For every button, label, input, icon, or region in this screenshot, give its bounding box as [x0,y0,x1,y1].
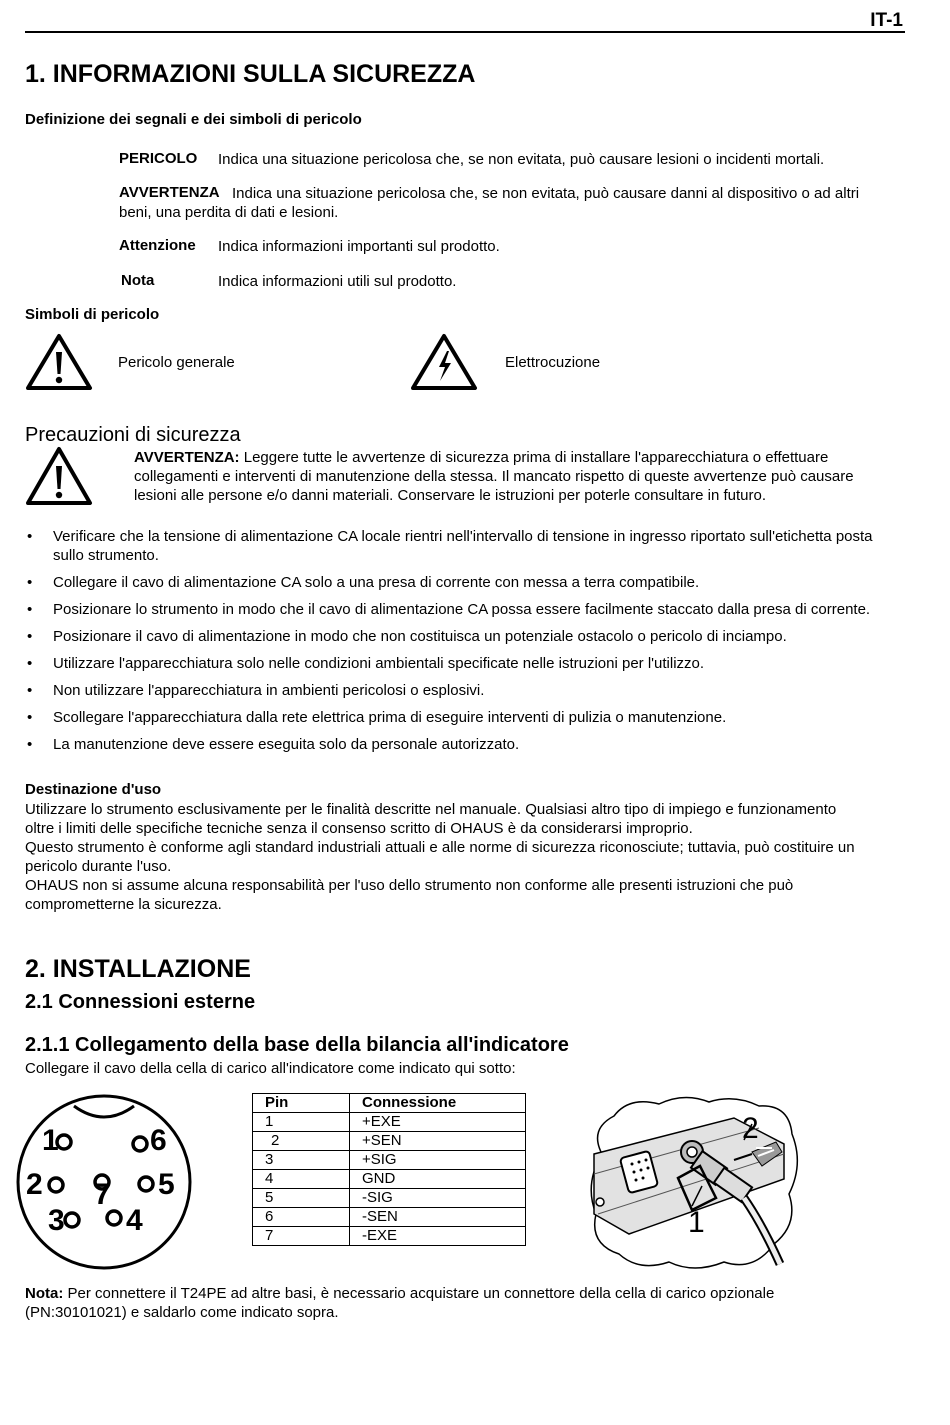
table-cell-connection: GND [350,1170,526,1189]
intended-use-line: pericolo durante l'uso. [25,858,172,875]
intended-use-text [25,800,925,914]
table-row [253,1189,526,1208]
connector-pin-label: 4 [126,1204,143,1237]
connector-pin-label: 3 [48,1204,65,1237]
table-header-pin: Pin [253,1094,350,1113]
definition-text-pericolo: Indica una situazione pericolosa che, se non evitata, può causare lesioni o incidenti mortali. [218,151,825,168]
table-cell-pin: 7 [253,1227,350,1246]
definition-text-avvertenza-cont: beni, una perdita di dati e lesioni. [119,204,339,221]
list-item: • Scollegare l'apparecchiatura dalla rete elettrica prima di eseguire interventi di pulizia o manutenzione. [25,708,915,727]
intended-use-line: Utilizzare lo strumento esclusivamente per le finalità descritte nel manuale. Qualsiasi altro tipo di impiego e funzionamento [25,801,837,818]
connector-pin-label: 1 [42,1124,59,1157]
table-cell-connection: -SEN [350,1208,526,1227]
safety-warning-line-1: Leggere tutte le avvertenze di sicurezza prima di installare l'apparecchiatura o effettuare [243,449,829,466]
table-cell-pin: 5 [253,1189,350,1208]
section-2-1-title: 2.1 Connessioni esterne [25,991,256,1013]
definition-term-avvertenza: AVVERTENZA [119,184,220,201]
table-cell-connection: +SIG [350,1151,526,1170]
precautions-title: Precauzioni di sicurezza [25,424,241,446]
intended-use-line: comprometterne la sicurezza. [25,896,222,913]
page-number: IT-1 [870,10,903,31]
intended-use-line: oltre i limiti delle specifiche tecniche senza il consenso scritto di OHAUS è da considerarsi improprio. [25,820,693,837]
intended-use-line: OHAUS non si assume alcuna responsabilità per l'uso dello strumento non conforme alle presenti istruzioni che può [25,877,794,894]
section-2-title: 2. INSTALLAZIONE [25,955,251,983]
table-cell-connection: -SIG [350,1189,526,1208]
warning-exclamation-icon [25,333,93,391]
table-cell-pin: 3 [253,1151,350,1170]
list-item: • Non utilizzare l'apparecchiatura in ambienti pericolosi o esplosivi. [25,681,915,700]
connector-pin-label: 6 [150,1124,167,1157]
definition-text-avvertenza: Indica una situazione pericolosa che, se non evitata, può causare danni al dispositivo o ad altri [232,185,860,202]
list-item: • Utilizzare l'apparecchiatura solo nelle condizioni ambientali specificate nelle istruzioni per l'utilizzo. [25,654,915,673]
list-item: • Posizionare lo strumento in modo che il cavo di alimentazione CA possa essere facilmente staccato dalla presa di corrente. [25,600,873,619]
connection-intro: Collegare il cavo della cella di carico all'indicatore come indicato qui sotto: [25,1060,516,1077]
symbol-label-general: Pericolo generale [118,354,235,371]
table-cell-connection: +EXE [350,1113,526,1132]
installation-note [25,1284,925,1322]
connector-pinout-diagram [14,1092,194,1272]
list-item: • La manutenzione deve essere eseguita solo da personale autorizzato. [25,735,915,754]
connection-illustration [584,1094,804,1274]
list-item: • Verificare che la tensione di alimentazione CA locale rientri nell'intervallo di tensione in ingresso riportato sull'etichetta posta sullo strumento. [25,527,893,565]
connector-pin-label: 2 [26,1168,43,1201]
illustration-label-2: 2 [742,1112,759,1145]
definition-term-nota: Nota [121,272,155,289]
definition-text-nota: Indica informazioni utili sul prodotto. [218,273,457,290]
safety-warning-label: AVVERTENZA: [134,449,240,466]
safety-bullet-list [25,527,915,762]
safety-warning-line-2: collegamenti e interventi di manutenzione della stessa. Il mancato rispetto di queste avvertenze può causare [134,468,854,485]
note-line-1: Per connettere il T24PE ad altre basi, è necessario acquistare un connettore della cella di carico opzionale [67,1285,775,1302]
table-cell-connection: +SEN [350,1132,526,1151]
pin-table [252,1093,526,1246]
table-row [253,1170,526,1189]
list-item: • Collegare il cavo di alimentazione CA solo a una presa di corrente con messa a terra compatibile. [25,573,915,592]
table-row [253,1132,526,1151]
table-cell-pin: 6 [253,1208,350,1227]
connector-pin-label: 5 [158,1168,175,1201]
table-header-connection: Connessione [350,1094,526,1113]
illustration-label-1: 1 [688,1206,705,1239]
definition-text-attenzione: Indica informazioni importanti sul prodotto. [218,238,500,255]
list-item: • Posizionare il cavo di alimentazione in modo che non costituisca un potenziale ostacolo o pericolo di inciampo. [25,627,915,646]
table-row [253,1208,526,1227]
definitions-heading: Definizione dei segnali e dei simboli di pericolo [25,111,362,128]
electrocution-icon [410,333,478,391]
table-row [253,1113,526,1132]
table-row [253,1227,526,1246]
definition-term-attenzione: Attenzione [119,237,196,254]
connector-pin-label: 7 [94,1178,111,1211]
symbols-heading: Simboli di pericolo [25,306,160,323]
intended-use-heading: Destinazione d'uso [25,781,162,798]
table-cell-pin: 4 [253,1170,350,1189]
table-cell-connection: -EXE [350,1227,526,1246]
note-line-2: (PN:30101021) e saldarlo come indicato sopra. [25,1304,339,1321]
section-1-title: 1. INFORMAZIONI SULLA SICUREZZA [25,60,476,88]
definition-term-pericolo: PERICOLO [119,150,198,167]
intended-use-line: Questo strumento è conforme agli standard industriali attuali e alle norme di sicurezza riconosciute; tuttavia, può costituire un [25,839,855,856]
header-rule [25,31,905,33]
safety-warning-text [134,448,914,505]
section-2-1-1-title: 2.1.1 Collegamento della base della bilancia all'indicatore [25,1034,569,1056]
table-cell-pin: 2 [253,1132,350,1151]
note-label: Nota: [25,1285,64,1302]
table-cell-pin: 1 [253,1113,350,1132]
table-row [253,1151,526,1170]
warning-exclamation-icon [25,446,93,506]
safety-warning-line-3: lesioni alle persone e/o danni materiali. Conservare le istruzioni per poterle consultare in futuro. [134,487,767,504]
table-header-row [253,1094,526,1113]
symbol-label-electrocution: Elettrocuzione [505,354,601,371]
